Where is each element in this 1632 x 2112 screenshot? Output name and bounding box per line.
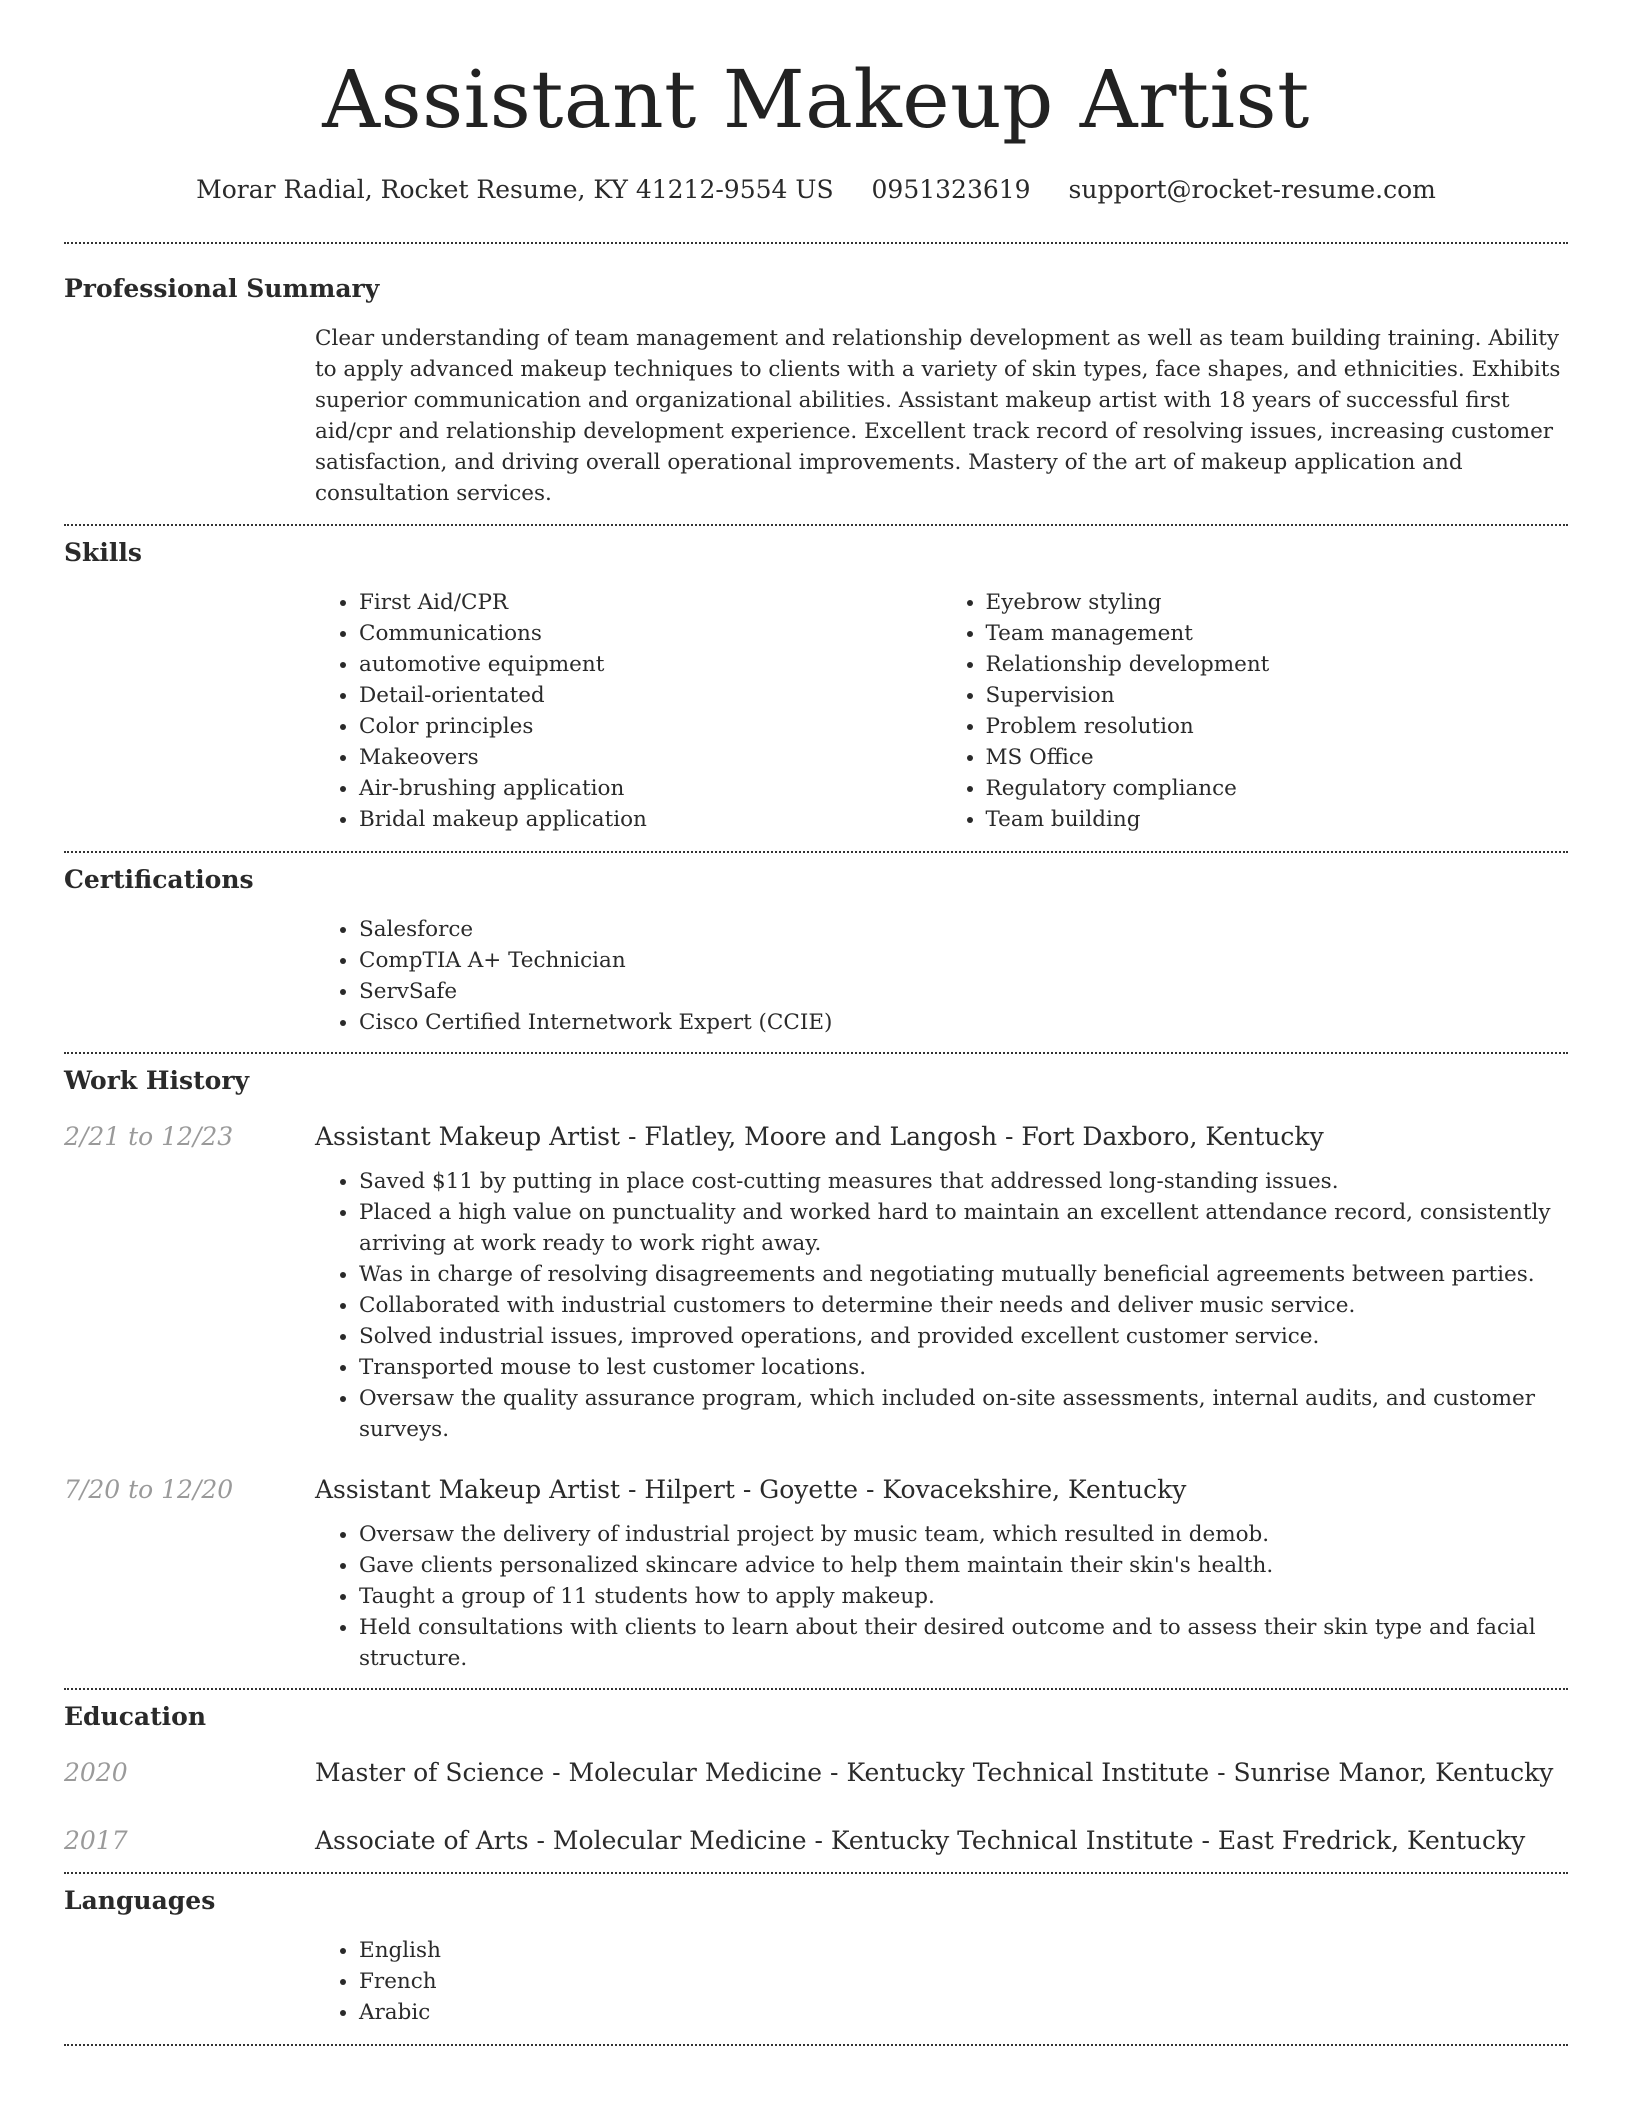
resume-title: Assistant Makeup Artist	[322, 53, 1310, 146]
list-item: • First Aid/CPR	[359, 587, 942, 618]
job-dates: 7/20 to 12/20	[64, 1475, 234, 1504]
job-bullets	[315, 1166, 1568, 1445]
list-item: • Air-brushing application	[359, 773, 942, 804]
skills-list-right	[942, 587, 1569, 835]
list-item: • CompTIA A+ Technician	[359, 945, 1568, 976]
list-item: • Detail-orientated	[359, 680, 942, 711]
education-section	[64, 1690, 1568, 1872]
job-title: Assistant Makeup Artist - Flatley, Moore and Langosh - Fort Daxboro, Kentucky	[315, 1122, 1324, 1151]
contact-email: support@rocket-resume.com	[1068, 175, 1436, 204]
list-item: • English	[359, 1935, 1568, 1966]
job-title: Assistant Makeup Artist - Hilpert - Goyette - Kovacekshire, Kentucky	[315, 1475, 1187, 1504]
work-section	[64, 1054, 1568, 1688]
education-degree: Master of Science - Molecular Medicine - Kentucky Technical Institute - Sunrise Manor, Kentucky	[315, 1758, 1554, 1787]
list-item: • Bridal makeup application	[359, 804, 942, 835]
summary-heading: Professional Summary	[64, 274, 380, 303]
list-item: • Communications	[359, 618, 942, 649]
list-item: • Transported mouse to lest customer locations.	[359, 1352, 1568, 1383]
languages-heading: Languages	[64, 1886, 216, 1915]
list-item: • Regulatory compliance	[986, 773, 1569, 804]
list-item: • Makeovers	[359, 742, 942, 773]
list-item: • Supervision	[986, 680, 1569, 711]
skills-list-left	[315, 587, 942, 835]
languages-section	[64, 1874, 1568, 2044]
list-item: • Saved $11 by putting in place cost-cutting measures that addressed long-standing issues.	[359, 1166, 1568, 1197]
education-heading: Education	[64, 1702, 207, 1731]
education-year: 2017	[64, 1826, 128, 1855]
list-item: • ServSafe	[359, 976, 1568, 1007]
job-entry	[64, 1473, 1568, 1688]
list-item: • Oversaw the quality assurance program, which included on-site assessments, internal audits, and customer surveys.	[359, 1383, 1568, 1445]
list-item: • MS Office	[986, 742, 1569, 773]
job-bullets	[315, 1519, 1568, 1674]
list-item: • Cisco Certified Internetwork Expert (CCIE)	[359, 1007, 1568, 1038]
list-item: • Placed a high value on punctuality and worked hard to maintain an excellent attendance record, consistently arriving at work ready to work right away.	[359, 1197, 1568, 1259]
skills-section	[64, 526, 1568, 851]
list-item: • Oversaw the delivery of industrial project by music team, which resulted in demob.	[359, 1519, 1568, 1550]
list-item: • Color principles	[359, 711, 942, 742]
list-item: • Team building	[986, 804, 1569, 835]
certifications-list	[315, 914, 1568, 1038]
list-item: • French	[359, 1966, 1568, 1997]
summary-section	[64, 244, 1568, 524]
summary-text: Clear understanding of team management and relationship development as well as team building training. Ability to apply advanced makeup techniques to clients with a variety of skin types, face shapes, and ethnicities. Exhibits superior communication and organizational abilities. Assistant makeup artist with 18 years of successful first aid/cpr and relationship development experience. Excellent track record of resolving issues, increasing customer satisfaction, and driving overall operational improvements. Mastery of the art of makeup application and consultation services.	[315, 326, 1561, 506]
list-item: • Eyebrow styling	[986, 587, 1569, 618]
list-item: • Relationship development	[986, 649, 1569, 680]
list-item: • Salesforce	[359, 914, 1568, 945]
certifications-heading: Certifications	[64, 865, 254, 894]
contact-line	[64, 172, 1568, 208]
education-entry	[64, 1824, 1568, 1872]
list-item: • Team management	[986, 618, 1569, 649]
certifications-section	[64, 853, 1568, 1052]
list-item: • Held consultations with clients to learn about their desired outcome and to assess their skin type and facial structure.	[359, 1612, 1568, 1674]
job-entry	[64, 1120, 1568, 1445]
list-item: • Arabic	[359, 1997, 1568, 2028]
section-divider	[64, 2044, 1568, 2046]
list-item: • Collaborated with industrial customers to determine their needs and deliver music service.	[359, 1290, 1568, 1321]
skills-heading: Skills	[64, 538, 142, 567]
job-dates: 2/21 to 12/23	[64, 1122, 234, 1151]
education-year: 2020	[64, 1758, 128, 1787]
list-item: • Gave clients personalized skincare advice to help them maintain their skin's health.	[359, 1550, 1568, 1581]
contact-phone: 0951323619	[871, 175, 1031, 204]
list-item: • Was in charge of resolving disagreements and negotiating mutually beneficial agreements between parties.	[359, 1259, 1568, 1290]
contact-address: Morar Radial, Rocket Resume, KY 41212-9554 US	[196, 175, 834, 204]
education-entry	[64, 1756, 1568, 1790]
languages-list	[315, 1935, 1568, 2028]
list-item: • Problem resolution	[986, 711, 1569, 742]
work-heading: Work History	[64, 1066, 250, 1095]
education-degree: Associate of Arts - Molecular Medicine - Kentucky Technical Institute - East Fredrick, Kentucky	[315, 1826, 1526, 1855]
list-item: • Taught a group of 11 students how to apply makeup.	[359, 1581, 1568, 1612]
list-item: • automotive equipment	[359, 649, 942, 680]
list-item: • Solved industrial issues, improved operations, and provided excellent customer service.	[359, 1321, 1568, 1352]
